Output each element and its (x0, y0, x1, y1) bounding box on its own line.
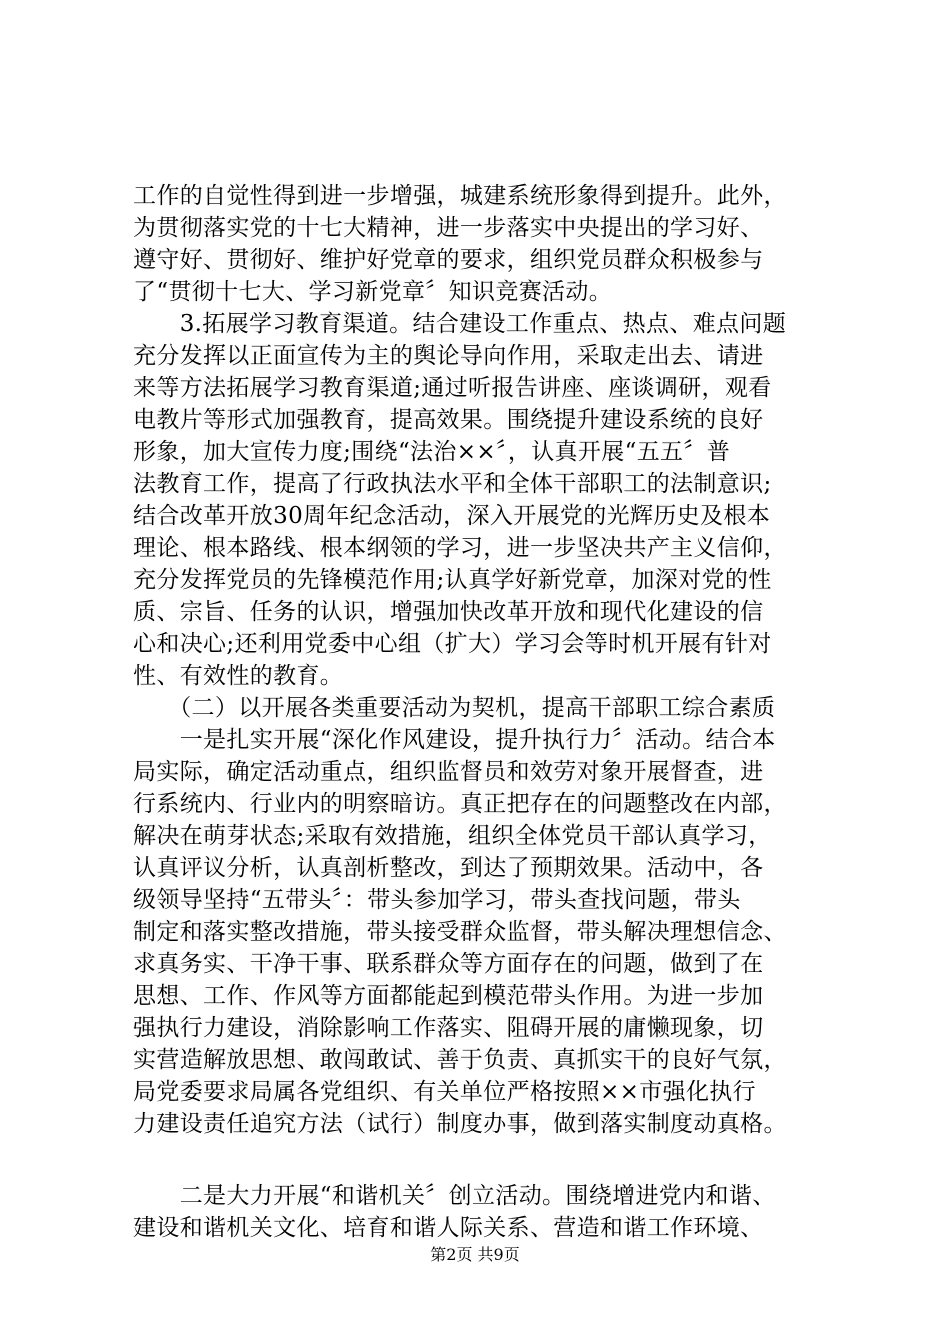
text-line: 局党委要求局属各党组织、有关单位严格按照××市强化执行 (133, 1079, 756, 1105)
paragraph-3 (133, 724, 853, 1140)
text-line: 制定和落实整改措施，带头接受群众监督，带头解决理想信念、 (133, 919, 787, 945)
text-line: 认真评议分析，认真剖析整改，到达了预期效果。活动中，各 (133, 855, 764, 881)
text-line: 力建设责任追究方法（试行）制度办事，做到落实制度动真格。 (133, 1111, 787, 1137)
text-line: 心和决心;还利用党委中心组（扩大）学习会等时机开展有针对 (133, 631, 772, 657)
text-line: 结合改革开放30周年纪念活动，深入开展党的光辉历史及根本 (133, 503, 771, 529)
paragraph-4 (133, 1180, 853, 1244)
text-line: 求真务实、干净干事、联系群众等方面存在的问题，做到了在 (133, 951, 764, 977)
text-line: 性、有效性的教育。 (133, 663, 344, 689)
text-line: 为贯彻落实党的十七大精神，进一步落实中央提出的学习好、 (133, 215, 764, 241)
page-number-footer: 第2页 共9页 (430, 1245, 520, 1264)
paragraph-1 (133, 180, 853, 308)
text-line: 二是大力开展“和谐机关〞创立活动。围绕增进党内和谐、 (133, 1183, 776, 1209)
text-line: 充分发挥党员的先锋模范作用;认真学好新党章，加深对党的性 (133, 567, 772, 593)
text-line: 3.拓展学习教育渠道。结合建设工作重点、热点、难点问题 (133, 311, 787, 337)
text-line: 级领导坚持“五带头〞：带头参加学习，带头查找问题，带头 (133, 887, 741, 913)
text-line: 法教育工作，提高了行政执法水平和全体干部职工的法制意识; (133, 471, 772, 497)
paragraph-2 (133, 308, 853, 692)
text-line: 强执行力建设，消除影响工作落实、阻碍开展的庸懒现象，切 (133, 1015, 764, 1041)
text-line: 电教片等形式加强教育，提高效果。围绕提升建设系统的良好 (133, 407, 764, 433)
text-line: 行系统内、行业内的明察暗访。真正把存在的问题整改在内部， (133, 791, 787, 817)
text-line: 充分发挥以正面宣传为主的舆论导向作用，采取走出去、请进 (133, 343, 764, 369)
text-line: 建设和谐机关文化、培育和谐人际关系、营造和谐工作环境、 (133, 1215, 764, 1241)
text-line: 形象，加大宣传力度;围绕“法治××〞，认真开展“五五〞普 (133, 439, 731, 465)
text-line: 工作的自觉性得到进一步增强，城建系统形象得到提升。此外， (133, 183, 787, 209)
text-line: 质、宗旨、任务的认识，增强加快改革开放和现代化建设的信 (133, 599, 764, 625)
text-line: 了“贯彻十七大、学习新党章〞知识竞赛活动。 (133, 279, 613, 305)
text-line: 来等方法拓展学习教育渠道;通过听报告讲座、座谈调研，观看 (133, 375, 772, 401)
text-line: 局实际，确定活动重点，组织监督员和效劳对象开展督查，进 (133, 759, 764, 785)
text-line: 解决在萌芽状态;采取有效措施，组织全体党员干部认真学习， (133, 823, 772, 849)
text-line: 理论、根本路线、根本纲领的学习，进一步坚决共产主义信仰， (133, 535, 787, 561)
paragraph-spacer (133, 1140, 853, 1180)
text-line: 一是扎实开展“深化作风建设，提升执行力〞活动。结合本 (133, 727, 776, 753)
document-body (133, 180, 853, 1244)
text-line: 思想、工作、作风等方面都能起到模范带头作用。为进一步加 (133, 983, 764, 1009)
section-heading: （二）以开展各类重要活动为契机，提高干部职工综合素质 (133, 695, 776, 721)
text-line: 遵守好、贯彻好、维护好党章的要求，组织党员群众积极参与 (133, 247, 764, 273)
text-line: 实营造解放思想、敢闯敢试、善于负责、真抓实干的良好气氛， (133, 1047, 787, 1073)
